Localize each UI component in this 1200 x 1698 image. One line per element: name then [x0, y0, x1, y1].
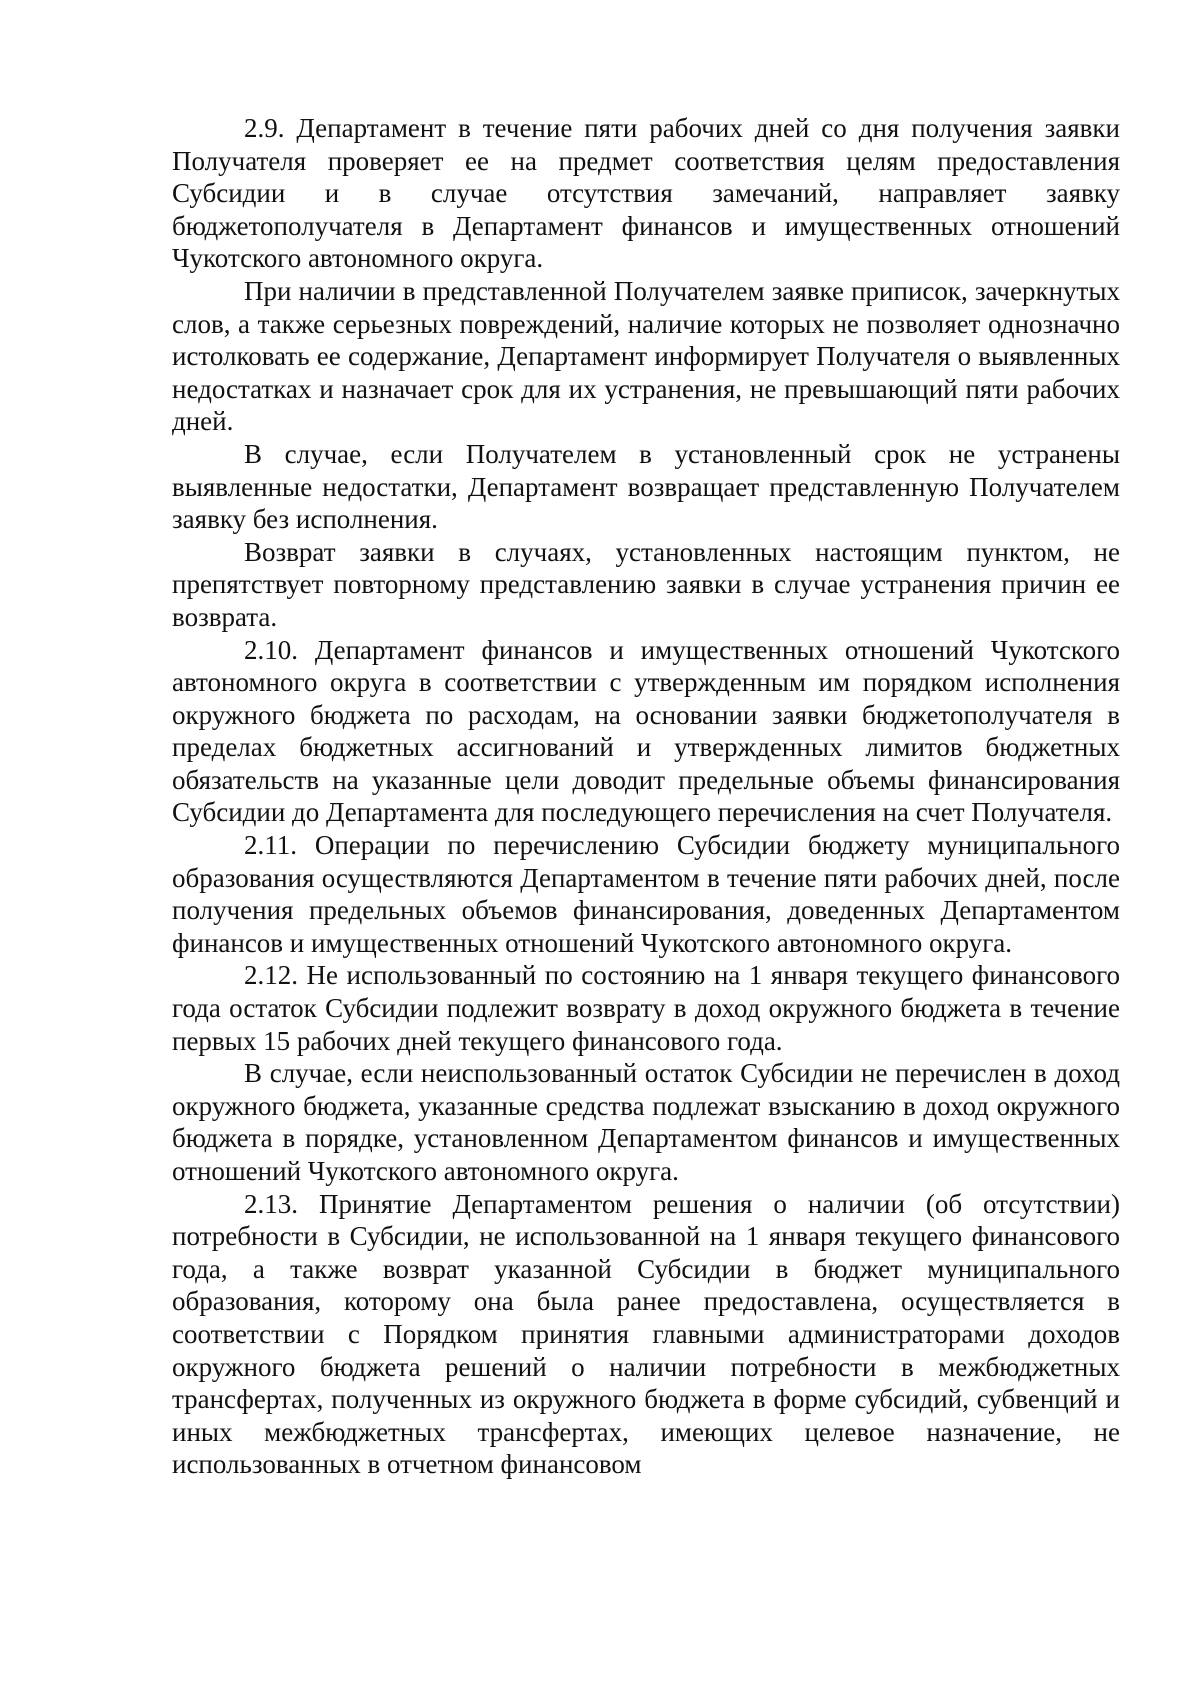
paragraph-resubmission: Возврат заявки в случаях, установленных настоящим пунктом, не препятствует повторному представлению заявки в случае устранения причин ее возврата.: [172, 536, 1120, 632]
paragraph-2-11: 2.11. Операции по перечислению Субсидии бюджету муниципального образования осуществляются Департаментом в течение пяти рабочих дней, после получения предельных объемов финансирования, доведенных Департаментом финансов и имущественных отношений Чукотского автономного округа.: [172, 830, 1120, 958]
document-page: [172, 112, 1120, 1481]
paragraph-deficiencies: При наличии в представленной Получателем заявке приписок, зачеркнутых слов, а также серьезных повреждений, наличие которых не позволяет однозначно истолковать ее содержание, Департамент информирует Получателя о выявленных недостатках и назначает срок для их устранения, не превышающий пяти рабочих дней.: [172, 275, 1120, 437]
paragraph-2-10: 2.10. Департамент финансов и имущественных отношений Чукотского автономного округа в соответствии с утвержденным им порядком исполнения окружного бюджета по расходам, на основании заявки бюджетополучателя в пределах бюджетных ассигнований и утвержденных лимитов бюджетных обязательств на указанные цели доводит предельные объемы финансирования Субсидии до Департамента для последующего перечисления на счет Получателя.: [172, 634, 1120, 828]
paragraph-2-12: 2.12. Не использованный по состоянию на 1 января текущего финансового года остаток Субсидии подлежит возврату в доход окружного бюджета в течение первых 15 рабочих дней текущего финансового года.: [172, 960, 1120, 1056]
paragraph-2-13: 2.13. Принятие Департаментом решения о наличии (об отсутствии) потребности в Субсидии, не использованной на 1 января текущего финансового года, а также возврат указанной Субсидии в бюджет муниципального образования, которому она была ранее предоставлена, осуществляется в соответствии с Порядком принятия главными администраторами доходов окружного бюджета решений о наличии потребности в межбюджетных трансфертах, полученных из окружного бюджета в форме субсидий, субвенций и иных межбюджетных трансфертах, имеющих целевое назначение, не использованных в отчетном финансовом: [172, 1188, 1120, 1480]
paragraph-2-9: 2.9. Департамент в течение пяти рабочих дней со дня получения заявки Получателя проверяет ее на предмет соответствия целям предоставления Субсидии и в случае отсутствия замечаний, направляет заявку бюджетополучателя в Департамент финансов и имущественных отношений Чукотского автономного округа.: [172, 113, 1120, 274]
paragraph-unused-balance-recovery: В случае, если неиспользованный остаток Субсидии не перечислен в доход окружного бюджета, указанные средства подлежат взысканию в доход окружного бюджета в порядке, установленном Департаментом финансов и имущественных отношений Чукотского автономного округа.: [172, 1058, 1120, 1186]
paragraph-return-without-execution: В случае, если Получателем в установленный срок не устранены выявленные недостатки, Департамент возвращает представленную Получателем заявку без исполнения.: [172, 438, 1120, 535]
